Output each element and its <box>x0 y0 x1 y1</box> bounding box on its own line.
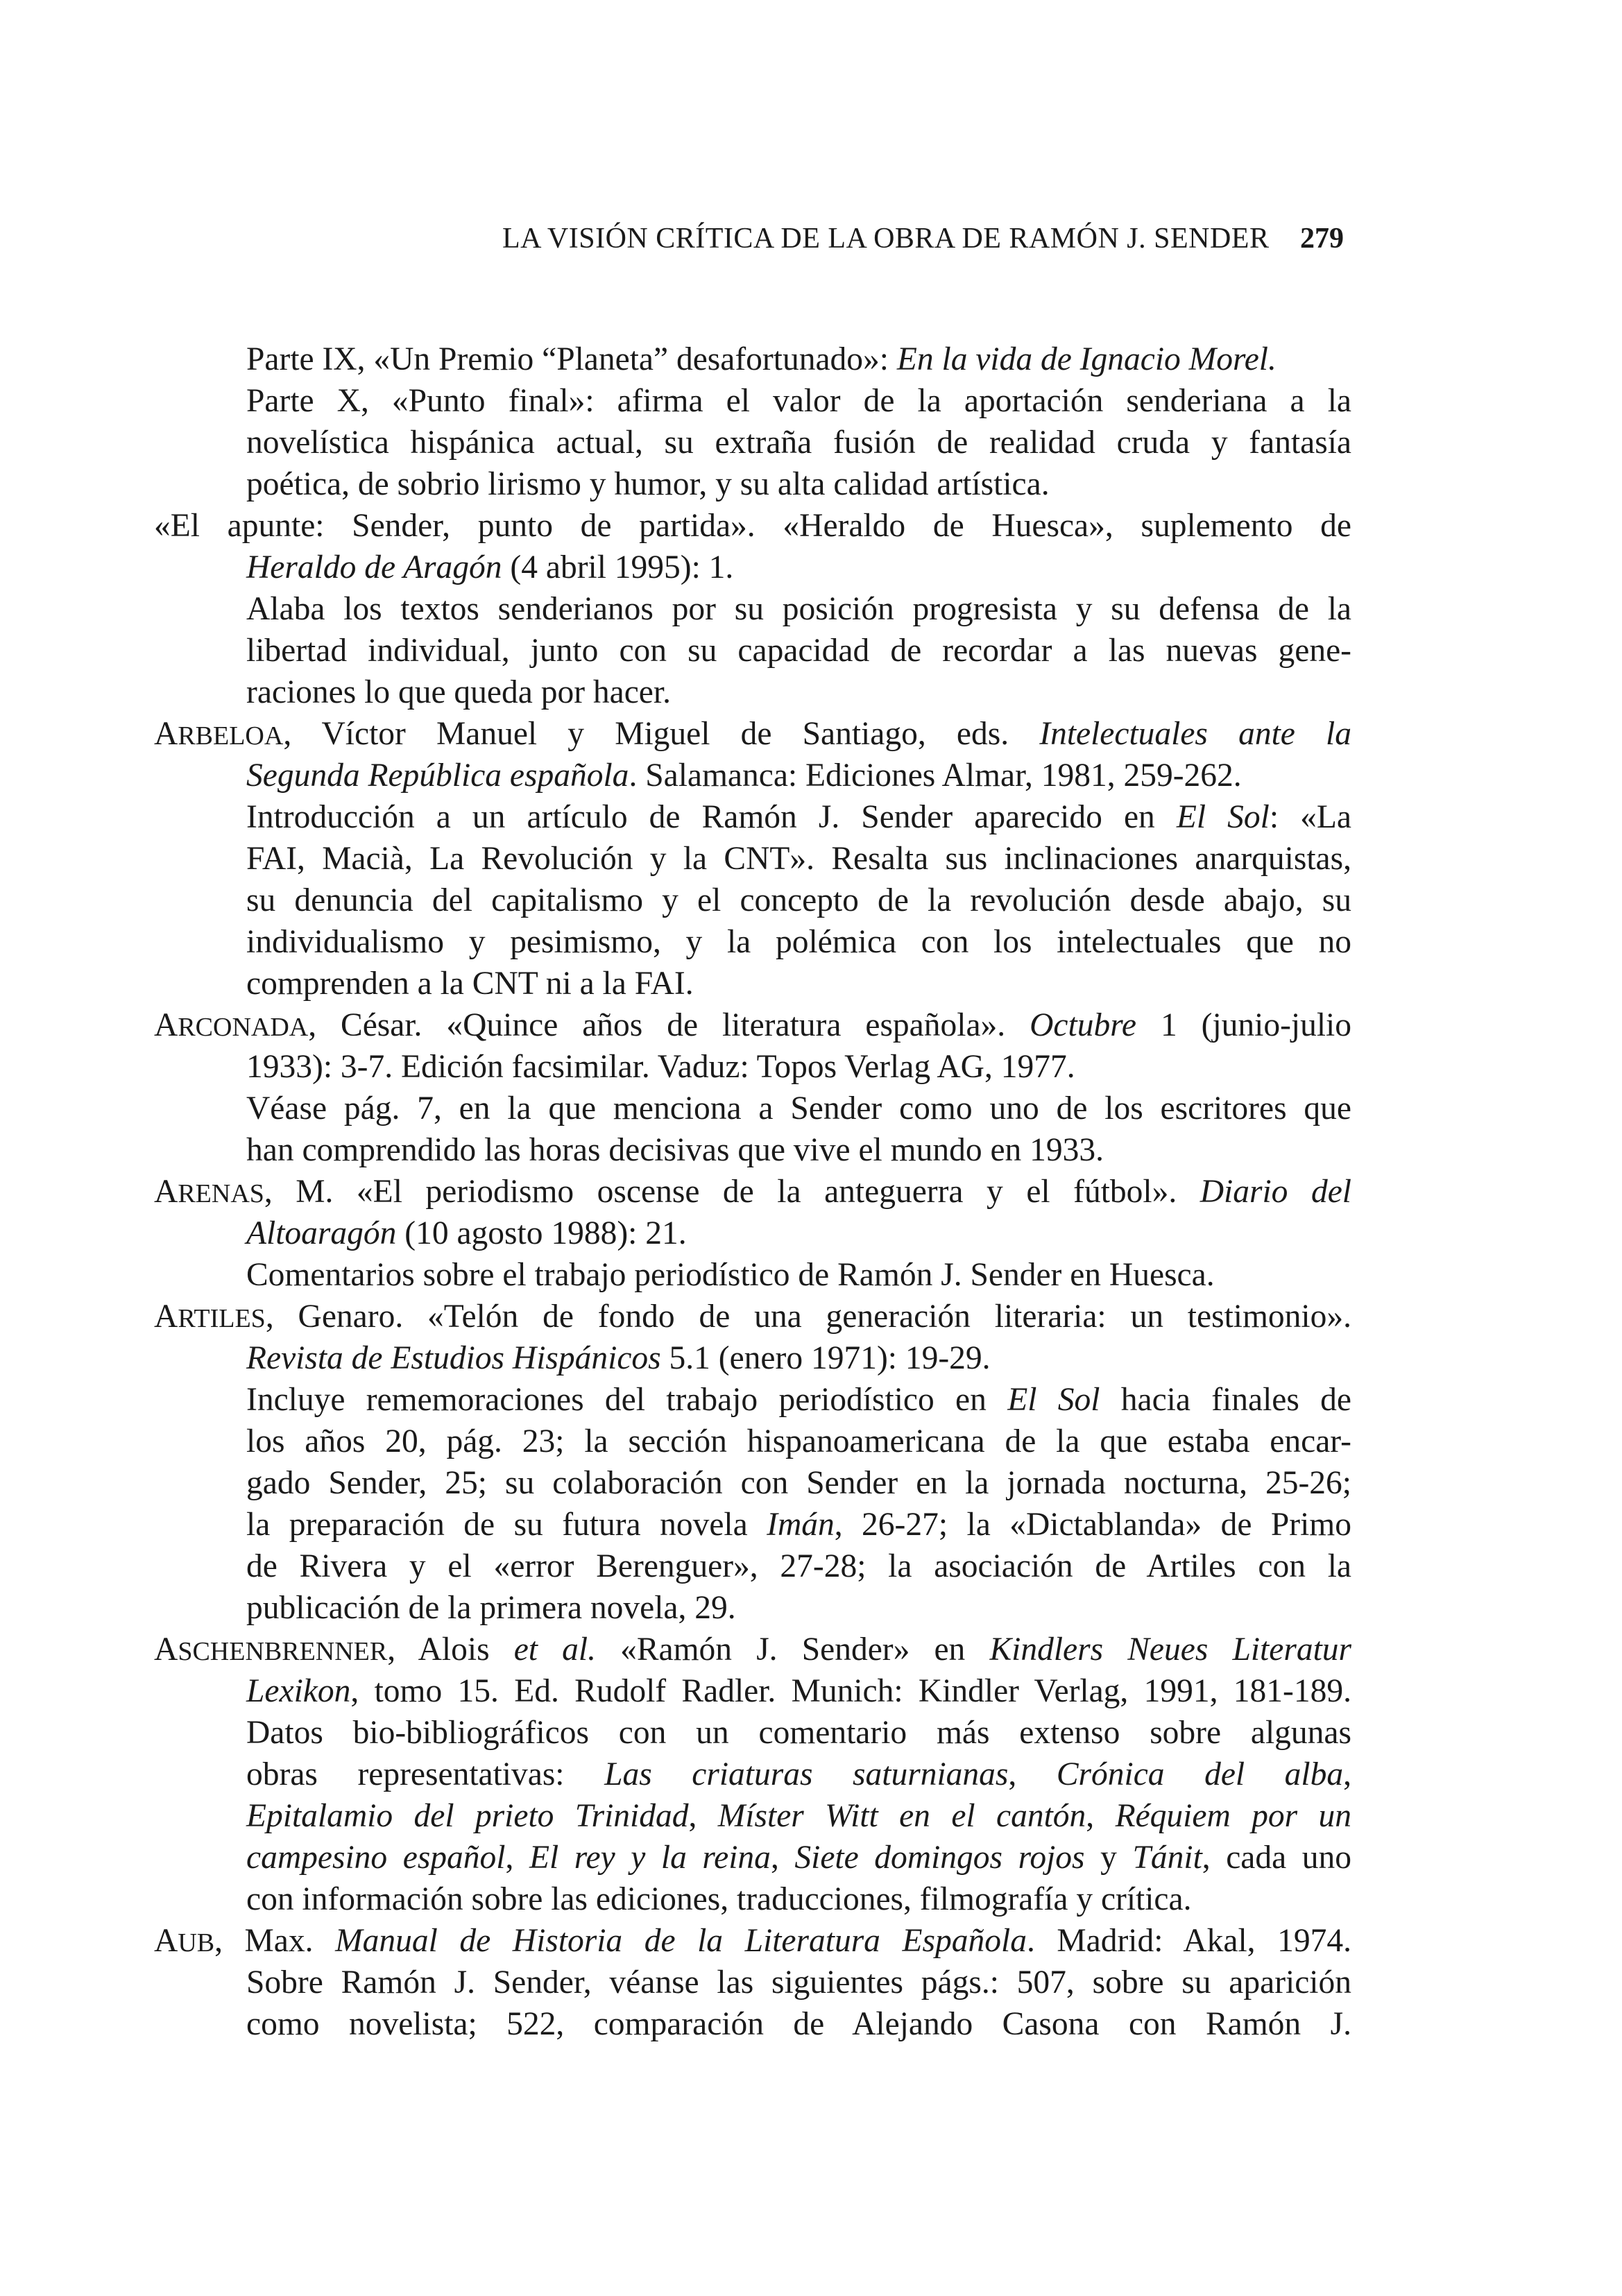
text-line: campesino español, El rey y la reina, Siete domingos rojos y Tánit, cada uno <box>246 1840 1351 1876</box>
author-name: ARBELOA <box>154 716 284 752</box>
text-line: Introducción a un artículo de Ramón J. Sender aparecido en El Sol: «La <box>246 799 1351 835</box>
text-line: Parte IX, «Un Premio “Planeta” desafortunado»: En la vida de Ignacio Morel. <box>246 341 1277 377</box>
text-line: FAI, Macià, La Revolución y la CNT». Resalta sus inclinaciones anarquistas, <box>246 841 1351 877</box>
entry-first-line: «El apunte: Sender, punto de partida». «Heraldo de Huesca», suplemento de <box>154 508 1351 544</box>
text-line: Revista de Estudios Hispánicos 5.1 (enero 1971): 19-29. <box>246 1340 991 1376</box>
text-line: su denuncia del capitalismo y el concepto de la revolución desde abajo, su <box>246 882 1351 918</box>
entry-first-line: ARCONADA, César. «Quince años de literatura española». Octubre 1 (junio-julio <box>154 1007 1351 1043</box>
text-line: gado Sender, 25; su colaboración con Sender en la jornada nocturna, 25-26; <box>246 1465 1351 1501</box>
text-line: individualismo y pesimismo, y la polémica con los intelectuales que no <box>246 924 1351 960</box>
author-name: AUB <box>154 1923 215 1959</box>
text-line: Lexikon, tomo 15. Ed. Rudolf Radler. Munich: Kindler Verlag, 1991, 181-189. <box>246 1673 1351 1709</box>
text-line: obras representativas: Las criaturas saturnianas, Crónica del alba, <box>246 1756 1351 1792</box>
text-line: Véase pág. 7, en la que menciona a Sender como uno de los escritores que <box>246 1090 1351 1126</box>
text-line: Heraldo de Aragón (4 abril 1995): 1. <box>246 549 734 585</box>
text-line: poética, de sobrio lirismo y humor, y su alta calidad artística. <box>246 466 1050 502</box>
text-line: Altoaragón (10 agosto 1988): 21. <box>246 1215 687 1251</box>
text-line: Sobre Ramón J. Sender, véanse las siguientes págs.: 507, sobre su aparición <box>246 1964 1351 2001</box>
text-line: de Rivera y el «error Berenguer», 27-28; la asociación de Artiles con la <box>246 1548 1351 1584</box>
text-line: libertad individual, junto con su capacidad de recordar a las nuevas gene- <box>246 633 1351 669</box>
text-line: como novelista; 522, comparación de Alejando Casona con Ramón J. <box>246 2006 1351 2042</box>
running-header <box>502 221 1381 257</box>
author-name: ASCHENBRENNER <box>154 1631 388 1668</box>
text-line: publicación de la primera novela, 29. <box>246 1590 736 1626</box>
entry-first-line: ASCHENBRENNER, Alois et al. «Ramón J. Sender» en Kindlers Neues Literatur <box>154 1631 1351 1668</box>
text-line: la preparación de su futura novela Imán, 26-27; la «Dictablanda» de Primo <box>246 1507 1351 1543</box>
entry-first-line: ARBELOA, Víctor Manuel y Miguel de Santiago, eds. Intelectuales ante la <box>154 716 1351 752</box>
text-line: novelística hispánica actual, su extraña fusión de realidad cruda y fantasía <box>246 425 1351 461</box>
text-line: Datos bio-bibliográficos con un comentario más extenso sobre algunas <box>246 1715 1351 1751</box>
author-name: ARCONADA <box>154 1007 309 1043</box>
entry-first-line: ARTILES, Genaro. «Telón de fondo de una generación literaria: un testimonio». <box>154 1299 1351 1335</box>
text-line: Parte X, «Punto final»: afirma el valor de la aportación senderiana a la <box>246 383 1351 419</box>
page-number: 279 <box>1299 223 1344 255</box>
text-line: Comentarios sobre el trabajo periodístico de Ramón J. Sender en Huesca. <box>246 1257 1215 1293</box>
running-title: LA VISIÓN CRÍTICA DE LA OBRA DE RAMÓN J. SENDER <box>502 223 1270 255</box>
text-line: raciones lo que queda por hacer. <box>246 674 671 710</box>
text-line: comprenden a la CNT ni a la FAI. <box>246 966 694 1002</box>
entry-first-line: AUB, Max. Manual de Historia de la Literatura Española. Madrid: Akal, 1974. <box>154 1923 1351 1959</box>
bibliography-text <box>154 339 1351 2045</box>
text-line: 1933): 3-7. Edición facsimilar. Vaduz: Topos Verlag AG, 1977. <box>246 1049 1075 1085</box>
text-line: con información sobre las ediciones, traducciones, filmografía y crítica. <box>246 1881 1192 1917</box>
author-name: ARTILES <box>154 1299 266 1335</box>
text-line: Incluye rememoraciones del trabajo periodístico en El Sol hacia finales de <box>246 1382 1351 1418</box>
text-line: Segunda República española. Salamanca: Ediciones Almar, 1981, 259-262. <box>246 757 1242 794</box>
text-line: los años 20, pág. 23; la sección hispanoamericana de la que estaba encar- <box>246 1423 1351 1459</box>
author-name: ARENAS <box>154 1174 264 1210</box>
entry-first-line: ARENAS, M. «El periodismo oscense de la anteguerra y el fútbol». Diario del <box>154 1174 1351 1210</box>
text-line: han comprendido las horas decisivas que vive el mundo en 1933. <box>246 1132 1104 1168</box>
text-line: Alaba los textos senderianos por su posición progresista y su defensa de la <box>246 591 1351 627</box>
text-line: Epitalamio del prieto Trinidad, Míster Witt en el cantón, Réquiem por un <box>246 1798 1351 1834</box>
